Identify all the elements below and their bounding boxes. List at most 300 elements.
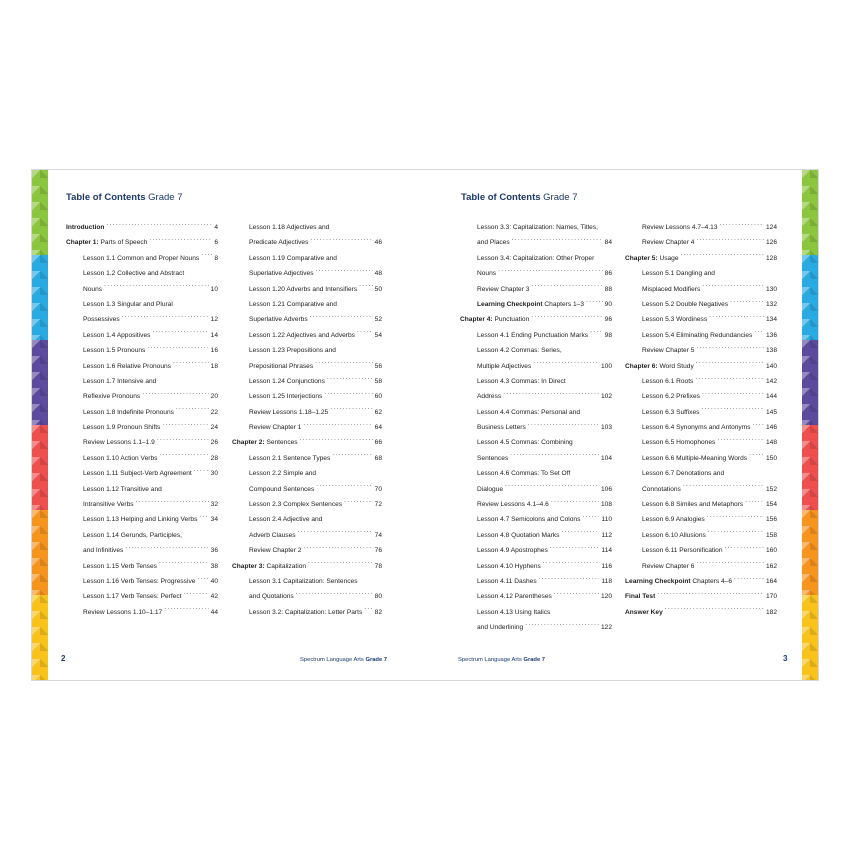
toc-entry-label [83, 528, 182, 543]
toc-page-number: 12 [210, 316, 218, 324]
toc-entry [625, 343, 777, 358]
toc-leader-dots [327, 375, 373, 383]
toc-entry-label [642, 282, 700, 297]
toc-entry [232, 435, 382, 450]
toc-entry-label [249, 512, 322, 527]
left-footer [300, 657, 387, 663]
toc-page-number: 120 [600, 593, 612, 601]
toc-entry-label [83, 389, 140, 404]
toc-entry [66, 497, 218, 512]
toc-entry-text: Intransitive Verbs [83, 501, 134, 509]
toc-entry-text: Lesson 3.1 Capitalization: Sentences [249, 577, 358, 585]
toc-entry-label [249, 343, 336, 358]
toc-entry-text: Possessives [83, 316, 120, 324]
toc-entry-bold-label: Chapter 2: [232, 439, 265, 447]
toc-entry [232, 328, 382, 343]
toc-entry-label [249, 543, 301, 558]
toc-entry [66, 266, 218, 281]
toc-entry [66, 220, 218, 235]
toc-entry-label [477, 420, 526, 435]
toc-leader-dots [316, 267, 373, 275]
left-title-grade: Grade 7 [148, 192, 183, 203]
toc-entry-label [477, 589, 552, 604]
toc-page-number: 16 [210, 347, 218, 355]
toc-entry [460, 451, 612, 466]
toc-leader-dots [330, 406, 372, 414]
book-spread [32, 170, 818, 680]
left-rainbow-edge [32, 170, 48, 680]
toc-entry-label [477, 512, 580, 527]
toc-entry-text: Predicate Adjectives [249, 239, 309, 247]
toc-page-number: 14 [210, 331, 218, 339]
toc-leader-dots [201, 252, 212, 260]
toc-entry-text: Review Lessons 1.18–1.25 [249, 408, 329, 416]
toc-entry-text: Lesson 1.12 Transitive and [83, 485, 162, 493]
toc-entry-label [477, 574, 537, 589]
toc-entry [66, 235, 218, 250]
toc-entry [625, 420, 777, 435]
toc-entry-text: Lesson 1.8 Indefinite Pronouns [83, 408, 174, 416]
toc-entry-text: Lesson 1.19 Comparative and [249, 254, 337, 262]
toc-page-number: 124 [765, 224, 777, 231]
toc-entry-label [642, 389, 700, 404]
toc-page-number: 122 [600, 624, 612, 632]
toc-entry [232, 512, 382, 527]
toc-entry-text: Adverb Clauses [249, 531, 296, 539]
toc-entry [232, 605, 382, 620]
right-footer-grade: Grade 7 [523, 657, 546, 663]
toc-entry-text: Capitalization [264, 562, 307, 570]
toc-leader-dots [539, 575, 600, 583]
toc-entry-text: and Infinitives [83, 547, 124, 555]
toc-entry [625, 482, 777, 497]
toc-leader-dots [315, 360, 373, 368]
toc-leader-dots [725, 544, 764, 552]
toc-entry [66, 374, 218, 389]
toc-leader-dots [561, 529, 599, 537]
toc-entry-text: Lesson 6.2 Prefixes [642, 393, 700, 401]
toc-entry [625, 497, 777, 512]
toc-entry-text: and Places [477, 239, 510, 247]
toc-entry-text: Lesson 6.11 Personification [642, 547, 723, 555]
toc-entry-label [625, 574, 732, 589]
toc-entry-text: Address [477, 393, 502, 401]
toc-entry-text: Sentences [264, 439, 298, 447]
toc-leader-dots [657, 590, 764, 598]
toc-entry-text: Lesson 1.4 Appositives [83, 331, 151, 339]
toc-entry-text: Lesson 5.1 Dangling and [642, 270, 715, 278]
toc-entry [232, 451, 382, 466]
toc-entry-label [625, 605, 663, 620]
toc-entry [66, 605, 218, 620]
toc-page-number: 150 [765, 454, 777, 462]
toc-entry-label [642, 528, 706, 543]
toc-leader-dots [554, 590, 599, 598]
toc-entry-text: Nouns [83, 285, 103, 293]
right-toc-column-1 [460, 220, 612, 636]
toc-entry-text: Superlative Adjectives [249, 270, 314, 278]
toc-entry-label [642, 512, 705, 527]
toc-leader-dots [332, 452, 372, 460]
toc-leader-dots [590, 329, 603, 337]
toc-leader-dots [157, 436, 209, 444]
rainbow-band [802, 340, 818, 425]
toc-entry-text: Superlative Adverbs [249, 316, 308, 324]
toc-page-number: 78 [374, 562, 382, 570]
toc-entry-label [477, 620, 523, 635]
toc-page-number: 145 [765, 408, 777, 416]
toc-entry [66, 343, 218, 358]
toc-entry-label [477, 282, 529, 297]
toc-entry-label [477, 374, 566, 389]
toc-entry [460, 574, 612, 589]
toc-leader-dots [498, 267, 603, 275]
toc-leader-dots [582, 513, 599, 521]
toc-entry-label [642, 497, 743, 512]
toc-entry [460, 605, 612, 620]
toc-entry-label [625, 589, 655, 604]
toc-page-number: 66 [374, 439, 382, 447]
toc-entry-text: Prepositional Phrases [249, 362, 314, 370]
toc-entry-text: Lesson 6.6 Multiple-Meaning Words [642, 454, 748, 462]
toc-page-number: 58 [374, 377, 382, 385]
toc-entry-text: Review Chapter 2 [249, 547, 302, 555]
toc-entry-text: Lesson 4.2 Commas: Series, [477, 347, 562, 355]
toc-entry-text: Lesson 1.9 Pronoun Shifts [83, 424, 161, 432]
toc-page-number: 140 [765, 362, 777, 370]
toc-entry-label [83, 343, 145, 358]
toc-leader-dots [183, 590, 208, 598]
toc-entry-label [625, 251, 679, 266]
toc-leader-dots [125, 544, 208, 552]
toc-page-number: 38 [210, 562, 218, 570]
toc-entry [460, 389, 612, 404]
toc-entry-label [83, 251, 199, 266]
toc-entry-text: Lesson 4.6 Commas: To Set Off [477, 470, 571, 478]
toc-entry-label [642, 420, 751, 435]
toc-entry [460, 312, 612, 327]
toc-entry-label [477, 528, 559, 543]
toc-entry-label [249, 451, 330, 466]
toc-page-number: 148 [765, 439, 777, 447]
toc-entry-text: Lesson 1.1 Common and Proper Nouns [83, 254, 200, 262]
toc-entry-text: Lesson 6.8 Similes and Metaphors [642, 501, 744, 509]
toc-entry [232, 466, 382, 481]
toc-page-number: 116 [601, 562, 612, 570]
toc-page-number: 126 [765, 239, 777, 247]
toc-entry [625, 605, 777, 620]
right-title-heading: Table of Contents [461, 192, 541, 203]
toc-entry-label [249, 605, 362, 620]
toc-entry-label [249, 235, 308, 250]
toc-page-number: 30 [210, 470, 218, 478]
toc-entry-text: Lesson 1.20 Adverbs and Intensifiers [249, 285, 358, 293]
toc-entry-label [83, 282, 102, 297]
toc-entry [460, 251, 612, 266]
toc-leader-dots [147, 344, 208, 352]
toc-entry [625, 559, 777, 574]
toc-leader-dots [364, 606, 372, 614]
left-toc-column-2 [232, 220, 382, 620]
toc-entry [460, 297, 612, 312]
toc-entry-text: Lesson 3.2: Capitalization: Letter Parts [249, 608, 363, 616]
toc-entry [460, 374, 612, 389]
toc-leader-dots [717, 436, 764, 444]
toc-leader-dots [324, 390, 372, 398]
toc-entry [232, 574, 382, 589]
toc-entry-label [477, 497, 549, 512]
toc-entry-text: Lesson 6.7 Denotations and [642, 470, 725, 478]
toc-leader-dots [551, 498, 599, 506]
toc-entry-text: Usage [657, 254, 679, 262]
toc-leader-dots [503, 390, 599, 398]
rainbow-band [32, 170, 48, 255]
left-title-heading: Table of Contents [66, 192, 146, 203]
toc-leader-dots [702, 390, 764, 398]
toc-entry-text: Review Chapter 5 [642, 347, 695, 355]
toc-page-number: 84 [604, 239, 612, 247]
toc-page-number: 50 [374, 285, 382, 293]
rainbow-band [802, 425, 818, 510]
toc-entry [232, 420, 382, 435]
right-footer [458, 657, 545, 663]
toc-entry-label [83, 435, 155, 450]
toc-entry-label [477, 251, 594, 266]
toc-entry [625, 282, 777, 297]
toc-page-number: 10 [210, 285, 218, 293]
toc-entry-label [625, 359, 694, 374]
toc-entry [232, 559, 382, 574]
toc-entry-label [83, 512, 197, 527]
toc-leader-dots [357, 329, 373, 337]
toc-entry-bold-label: Chapter 5: [625, 254, 658, 262]
toc-page-number: 24 [210, 424, 218, 432]
toc-page-number: 42 [210, 593, 218, 601]
toc-leader-dots [696, 560, 764, 568]
toc-entry-label [642, 466, 724, 481]
toc-entry [66, 389, 218, 404]
toc-entry-label [249, 389, 322, 404]
toc-page-number: 102 [600, 393, 612, 401]
toc-entry [232, 297, 382, 312]
toc-leader-dots [197, 575, 208, 583]
toc-leader-dots [586, 298, 603, 306]
toc-entry [625, 220, 777, 235]
toc-entry [625, 359, 777, 374]
toc-entry-text: Business Letters [477, 424, 526, 432]
toc-entry [66, 559, 218, 574]
toc-entry-label [477, 543, 548, 558]
toc-entry-label [83, 359, 171, 374]
toc-page-number: 6 [214, 239, 218, 247]
toc-entry-label [477, 605, 550, 620]
toc-entry-text: Reflexive Pronouns [83, 393, 141, 401]
toc-entry-label [642, 374, 693, 389]
toc-entry [460, 528, 612, 543]
toc-entry [232, 282, 382, 297]
toc-entry [460, 343, 612, 358]
toc-entry-text: Lesson 1.14 Gerunds, Participles, [83, 531, 182, 539]
toc-entry-label [232, 559, 306, 574]
toc-entry-text: Lesson 1.15 Verb Tenses [83, 562, 157, 570]
toc-entry-label [642, 405, 699, 420]
toc-entry-bold-label: Learning Checkpoint [477, 300, 543, 308]
toc-entry [460, 420, 612, 435]
toc-entry [66, 328, 218, 343]
toc-entry-text: Lesson 3.3: Capitalization: Names, Titles, [477, 224, 598, 231]
toc-entry [625, 574, 777, 589]
toc-page-number: 22 [210, 408, 218, 416]
toc-leader-dots [344, 498, 373, 506]
toc-page-number: 152 [765, 485, 777, 493]
toc-entry [232, 497, 382, 512]
toc-leader-dots [512, 236, 603, 244]
left-page-number: 2 [61, 654, 66, 663]
toc-entry-label [642, 451, 747, 466]
toc-leader-dots [531, 313, 602, 321]
toc-entry-text: Review Chapter 3 [477, 285, 530, 293]
toc-page-number: 80 [374, 593, 382, 601]
toc-entry-label [477, 235, 510, 250]
toc-entry-text: Lesson 6.1 Roots [642, 377, 694, 385]
toc-page-number: 182 [765, 608, 777, 616]
toc-page-number: 18 [210, 362, 218, 370]
toc-leader-dots [122, 313, 209, 321]
toc-leader-dots [159, 560, 209, 568]
toc-leader-dots [749, 452, 764, 460]
rainbow-band [32, 340, 48, 425]
toc-entry [232, 359, 382, 374]
toc-entry-text: Lesson 1.5 Pronouns [83, 347, 146, 355]
toc-page-number: 32 [210, 501, 218, 509]
toc-entry [460, 482, 612, 497]
toc-entry-label [249, 282, 357, 297]
toc-page-number: 48 [374, 270, 382, 278]
toc-entry-text: Review Lessons 4.7–4.13 [642, 224, 718, 231]
toc-entry-text: Review Chapter 6 [642, 562, 695, 570]
toc-entry-text: Lesson 1.25 Interjections [249, 393, 323, 401]
toc-entry [460, 220, 612, 235]
toc-page-number: 130 [765, 285, 777, 293]
toc-entry [66, 451, 218, 466]
toc-entry [625, 435, 777, 450]
toc-leader-dots [296, 590, 373, 598]
toc-entry [460, 235, 612, 250]
toc-entry-label [83, 543, 123, 558]
toc-leader-dots [310, 313, 373, 321]
toc-entry-text: Lesson 4.5 Commas: Combining [477, 439, 573, 447]
toc-entry-text: Lesson 4.12 Parentheses [477, 593, 552, 601]
toc-entry [625, 528, 777, 543]
toc-leader-dots [104, 283, 209, 291]
rainbow-band [802, 595, 818, 680]
toc-leader-dots [745, 498, 764, 506]
toc-entry [66, 589, 218, 604]
toc-entry-label [642, 543, 723, 558]
toc-entry [460, 589, 612, 604]
toc-entry-text: Review Chapter 1 [249, 424, 302, 432]
toc-page-number: 142 [765, 377, 777, 385]
toc-entry-label [249, 420, 301, 435]
toc-entry [625, 235, 777, 250]
toc-entry [625, 512, 777, 527]
toc-entry [232, 235, 382, 250]
toc-entry-label [83, 482, 162, 497]
toc-entry [66, 405, 218, 420]
toc-page-number: 134 [765, 316, 777, 324]
toc-entry-text: Lesson 4.7 Semicolons and Colons [477, 516, 581, 524]
toc-entry-text: Lesson 4.1 Ending Punctuation Marks [477, 331, 589, 339]
toc-entry [66, 420, 218, 435]
rainbow-band [802, 510, 818, 595]
toc-entry-text: Lesson 6.5 Homophones [642, 439, 716, 447]
toc-page-number: 103 [600, 424, 612, 432]
toc-entry-bold-label: Answer Key [625, 608, 663, 616]
toc-page-number: 28 [210, 454, 218, 462]
rainbow-band [32, 255, 48, 340]
toc-entry-text: Review Lessons 1.1–1.9 [83, 439, 155, 447]
toc-page-number: 98 [604, 331, 612, 339]
toc-entry [460, 559, 612, 574]
toc-entry [625, 389, 777, 404]
toc-leader-dots [300, 436, 373, 444]
toc-entry [232, 528, 382, 543]
toc-entry-bold-label: Chapter 4: [460, 316, 493, 324]
right-page-title [461, 192, 578, 203]
toc-page-number: 96 [604, 316, 612, 324]
toc-entry-text: Parts of Speech [98, 239, 148, 247]
toc-entry [625, 451, 777, 466]
toc-entry [66, 482, 218, 497]
toc-leader-dots [681, 252, 764, 260]
toc-entry-label [249, 497, 342, 512]
toc-leader-dots [720, 221, 764, 229]
toc-entry-label [83, 328, 150, 343]
toc-entry-label [83, 420, 160, 435]
toc-entry-text: Lesson 1.22 Adjectives and Adverbs [249, 331, 355, 339]
toc-entry-label [642, 559, 694, 574]
toc-entry-text: Lesson 1.13 Helping and Linking Verbs [83, 516, 198, 524]
toc-page-number: 106 [600, 485, 612, 493]
toc-entry-text: Lesson 2.4 Adjective and [249, 516, 323, 524]
toc-page-number: 86 [604, 270, 612, 278]
toc-leader-dots [730, 298, 764, 306]
toc-leader-dots [665, 606, 764, 614]
toc-entry [232, 374, 382, 389]
toc-leader-dots [550, 544, 600, 552]
toc-page-number: 68 [374, 454, 382, 462]
toc-page-number: 44 [210, 608, 218, 616]
toc-leader-dots [528, 421, 599, 429]
toc-entry-label [249, 251, 337, 266]
toc-entry-label [642, 235, 694, 250]
toc-page-number: 154 [765, 501, 777, 509]
toc-entry [66, 282, 218, 297]
toc-leader-dots [531, 283, 602, 291]
toc-entry [66, 512, 218, 527]
toc-leader-dots [159, 452, 208, 460]
toc-entry-text: Lesson 4.3 Commas: In Direct [477, 377, 566, 385]
toc-entry-label [83, 605, 162, 620]
toc-entry-text: Lesson 1.10 Action Verbs [83, 454, 158, 462]
toc-entry [625, 251, 777, 266]
toc-page-number: 56 [374, 362, 382, 370]
toc-page-number: 70 [374, 485, 382, 493]
toc-entry-text: Connotations [642, 485, 681, 493]
toc-leader-dots [162, 421, 208, 429]
toc-entry-label [83, 405, 174, 420]
toc-page-number: 108 [600, 501, 612, 509]
